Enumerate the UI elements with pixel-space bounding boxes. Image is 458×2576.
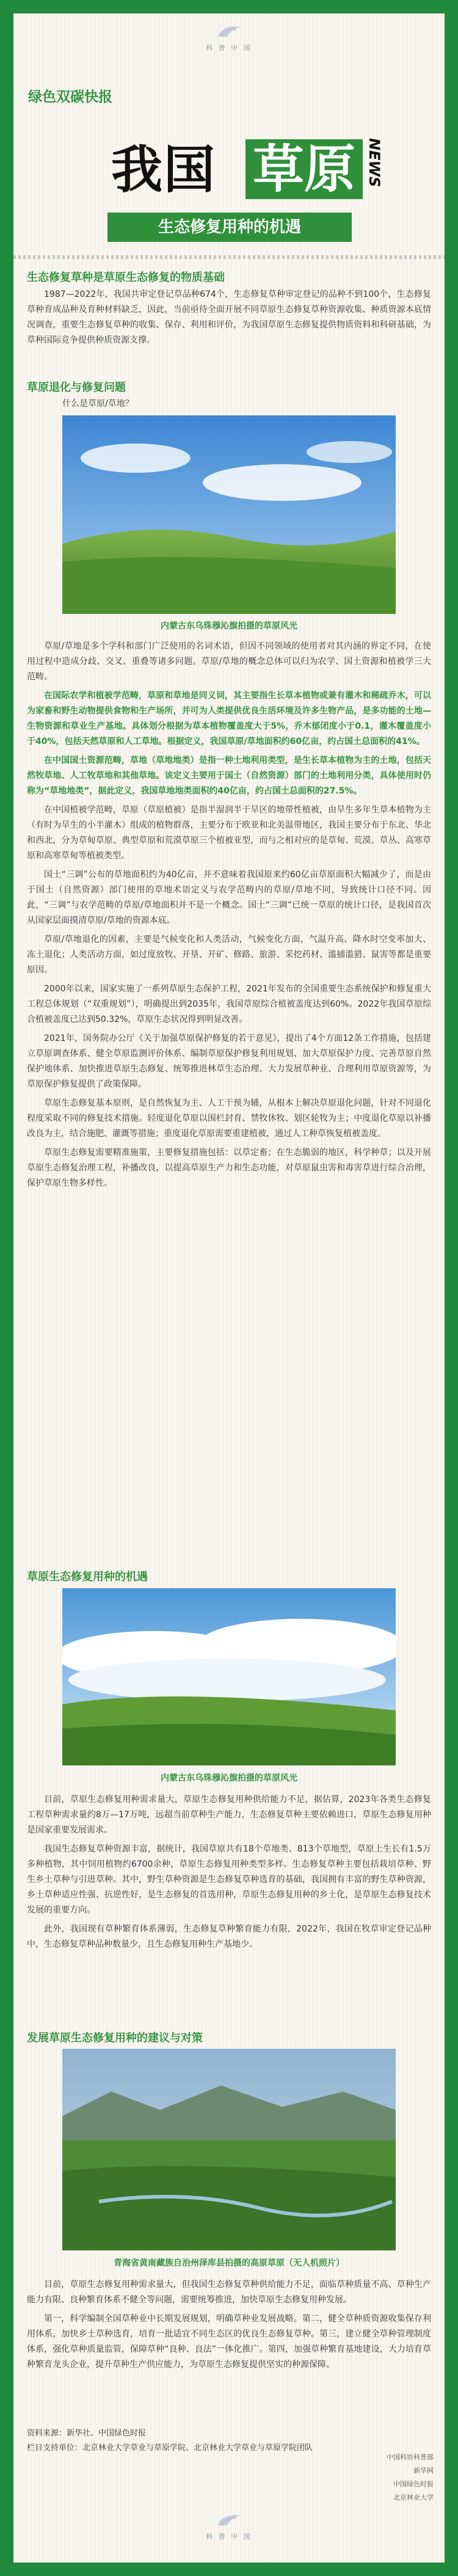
paragraph: 草原/草地是多个学科和部门广泛使用的名词术语，但因不同领域的使用者对其内涵的界定不同，在使用过程中造成分歧、交叉、重叠等诸多问题。草原/草地的概念总体可以归为农学、国土资源和植被学三大范畴。	[27, 641, 431, 682]
paragraph: 此外，我国现有草种繁育体系薄弱，生态修复草种繁育能力有限，2022年，我国在牧草审定登记品种中，生态修复草种品种数量少，且生态修复用种生产基地少。	[27, 1924, 431, 1949]
paragraph: 我国生态修复草种资源丰富，据统计，我国草原共有18个草地类、813个草地型，草原上生长有1.5万多种植物，其中饲用植物约6700余种，草原生态修复用种类型多样。生态修复草种主要包括栽培草种、野生乡土草种与引进草种。其中，野生草种资源是生态修复草种选育的基础，我国拥有丰富的野生草种资源，乡土草种适应性强、抗逆性好，是生态修复的首选用种，草原生态修复用种的乡土化，是草原生态修复技术发展的重要方向。	[27, 1844, 431, 1915]
plateau-grassland-photo-icon	[62, 2049, 396, 2250]
bottom-logo	[13, 2512, 445, 2541]
article-paper	[13, 13, 445, 2563]
news-vertical-icon	[365, 138, 387, 202]
paragraph: 在国际农学和植被学范畴，草原和草地是同义词，其主要指生长草本植物或兼有灌木和稀疏乔木，可以为家畜和野生动物提供食物和生产场所，并可为人类提供优良生活环境及许多生物产品，是多功能的土地—生物资源和草业生产基地。具体划分根据为草本植物覆盖度大于5%，乔木郁闭度小于0.1，灌木覆盖度小于40%，包括天然草原和人工草地。根据定义，我国草原/草地面积约60亿亩，约占国土总面积的41%。	[27, 691, 431, 746]
paragraph: 第一，科学编制全国草种业中长期发展规划，明确草种业发展战略。第二，健全草种质资源收集保存利用体系，加快乡土草种选育，培育一批适宜不同生态区的优良生态修复草种。第三，建立健全草种管理制度体系，强化草种质量监管，保障草种“良种、良法”一体化推广。第四，加强草种繁育基地建设，大力培育草种繁育龙头企业，提升草种生产供应能力，为草原生态修复提供坚实的种源保障。	[27, 2314, 431, 2370]
section-body-3	[27, 1792, 431, 1956]
dotted-divider	[13, 255, 445, 259]
main-title	[13, 136, 445, 203]
source-text: 资料来源：新华社、中国绿色时报	[27, 2429, 147, 2438]
grassland-photo-2	[62, 1588, 396, 1765]
paragraph: 2000年以来，国家实施了一系列草原生态保护工程，2021年发布的全国重要生态系统保护和修复重大工程总体规划（“双重规划”），明确提出到2035年，我国草原综合植被盖度达到60%。2022年我国草原综合植被盖度已达到50.32%，草原生态状况得到明显改善。	[27, 984, 431, 1024]
sub-question: 什么是草原/草地？	[62, 399, 134, 409]
paragraph: 2021年，国务院办公厅《关于加强草原保护修复的若干意见》，提出了4个方面12条工作措施，包括建立草原调查体系、健全草原监测评价体系、编制草原保护修复利用规划、加大草原保护力度、完善草原自然保护地体系、加快推进草原生态修复、统筹推进林草生态治理、大力发展草种业、合理利用草原资源等，为草原保护修复提供了政策保障。	[27, 1034, 431, 1089]
partner-3: 中国绿色时报	[393, 2480, 434, 2488]
grassland-photo-1	[62, 415, 396, 614]
section-heading-1: 生态修复草种是草原生态修复的物质基础	[27, 271, 225, 284]
paragraph: 目前，草原生态修复用种需求量大，草原生态修复用种供给能力不足，据估算，2023年各类生态修复工程草种需求量约8万—17万吨，远超当前草种生产能力，生态修复草种主要依赖进口，草原生态修复用种是国家重要发展需求。	[27, 1795, 431, 1835]
section-heading-2: 草原退化与修复问题	[27, 381, 126, 394]
title-boxed-text: 草原	[245, 139, 363, 199]
news-text: NEWS	[366, 138, 383, 188]
photo-caption-1: 内蒙古东乌珠穆沁旗拍摄的草原风光	[161, 621, 297, 631]
paragraph: 在中国植被学范畴，草原（草原植被）是指半湿润半干旱区的地带性植被，由旱生多年生草本植物为主（有时为旱生的小半灌木）组成的植物群落，主要分布于欧亚和北美温带地区，我国主要分布于东北、华北和西北，分为草甸草原、典型草原和荒漠草原三个植被亚型，而与之相对应的是草甸、荒漠、草丛、高寒草原和高寒草甸等植被类型。	[27, 805, 431, 861]
section-body-4	[27, 2277, 431, 2376]
subtitle-banner: 生态修复用种的机遇	[107, 213, 352, 242]
footer-credits	[27, 2426, 431, 2456]
paragraph: 1987—2022年，我国共审定登记草品种674个，生态修复草种审定登记的品种不到100个，生态修复草种育成品种及育种材料缺乏，因此，当前亟待全面开展不同草原生态修复草种资源收集、种质资源本底情况调查，重要生态修复草种的收集、保存、利用和评价，为我国草原生态修复提供物质资料和科研基础，为草种国际竞争提供种质资源支撑。	[27, 290, 431, 345]
kepu-logo-icon	[215, 23, 243, 39]
partner-1: 中国科协科普部	[387, 2453, 434, 2461]
tagline: 绿色双碳快报	[28, 89, 112, 105]
news-label	[365, 138, 387, 202]
section-body-1	[27, 287, 431, 352]
section-heading-4: 发展草原生态修复用种的建议与对策	[27, 2032, 203, 2045]
section-body-2	[27, 639, 431, 1195]
paragraph: 草原生态修复基本原则，是自然恢复为主、人工干预为辅，从根本上解决草原退化问题，针对不同退化程度采取不同的修复技术措施。轻度退化草原以围栏封育、禁牧休牧、划区轮牧为主；中度退化草原以补播改良为主，结合施肥、灌溉等措施；重度退化草原需要重建植被，通过人工种草恢复植被盖度。	[27, 1098, 431, 1139]
kepu-logo-icon	[215, 2512, 243, 2528]
paragraph: 国土“三调”公布的草地面积约为40亿亩，并不意味着我国原来约60亿亩草原面积大幅减少了，而是由于国土（自然资源）部门使用的草地术语定义与农学范畴内的草原/草地不同，导致统计口径不同。因此，“三调”与农学范畴的草原/草地面积并不是一个概念。国土“三调”已统一草原的统计口径，是我国首次从国家层面摸清草原/草地的资源本底。	[27, 870, 431, 925]
grassland-photo-3	[62, 2049, 396, 2250]
partner-4: 北京林业大学	[393, 2494, 434, 2501]
paragraph: 在中国国土资源范畴，草地（草地地类）是指一种土地利用类型，是生长草本植物为主的土地，包括天然牧草地、人工牧草地和其他草地。该定义主要用于国土（自然资源）部门的土地利用分类，具体使用时仍称为“草地地类”，据此定义，我国草地地类面积约40亿亩，约占国土总面积的27.5%。	[27, 756, 431, 796]
paragraph: 草原/草地退化的因素，主要是气候变化和人类活动，气候变化方面，气温升高、降水时空变率加大、冻土退化；人类活动方面，如过度放牧、开垦、开矿、修路、旅游、采挖药材、滥捕滥猎、鼠害等都是重要原因。	[27, 935, 431, 975]
paragraph: 目前，草原生态修复用种需求量大，但我国生态修复草种供给能力不足，面临草种质量不高、草种生产能力有限、良种繁育体系不健全等问题，需要统筹推进，加快草原生态修复用种发展。	[27, 2280, 431, 2305]
grassland-photo-icon	[62, 415, 396, 614]
title-left-text: 我国	[111, 140, 217, 200]
top-logo	[13, 23, 445, 53]
top-logo-text: 科 普 中 国	[206, 44, 252, 52]
photo-caption-2: 内蒙古东乌珠穆沁旗拍摄的草原风光	[161, 1773, 297, 1783]
partner-2: 新华网	[413, 2467, 434, 2475]
photo-caption-3: 青海省黄南藏族自治州泽库县拍摄的高原草原（无人机照片）	[114, 2258, 344, 2268]
cloudy-grassland-photo-icon	[62, 1588, 396, 1765]
section-heading-3: 草原生态修复用种的机遇	[27, 1571, 148, 1583]
footer-partners	[387, 2451, 434, 2505]
bottom-logo-text: 科 普 中 国	[206, 2533, 252, 2541]
paragraph: 草原生态修复需要精准施策，主要修复措施包括：以草定畜；在生态脆弱的地区，科学种草；以及开展草原生态修复治理工程，补播改良，以提高草原生产力和生态功能，对草原鼠虫害和毒害草进行综合治理，保护草原生物多样性。	[27, 1148, 431, 1188]
editor-text: 栏目支持单位：北京林业大学草业与草原学院、北京林业大学草业与草原学院团队	[27, 2443, 313, 2453]
